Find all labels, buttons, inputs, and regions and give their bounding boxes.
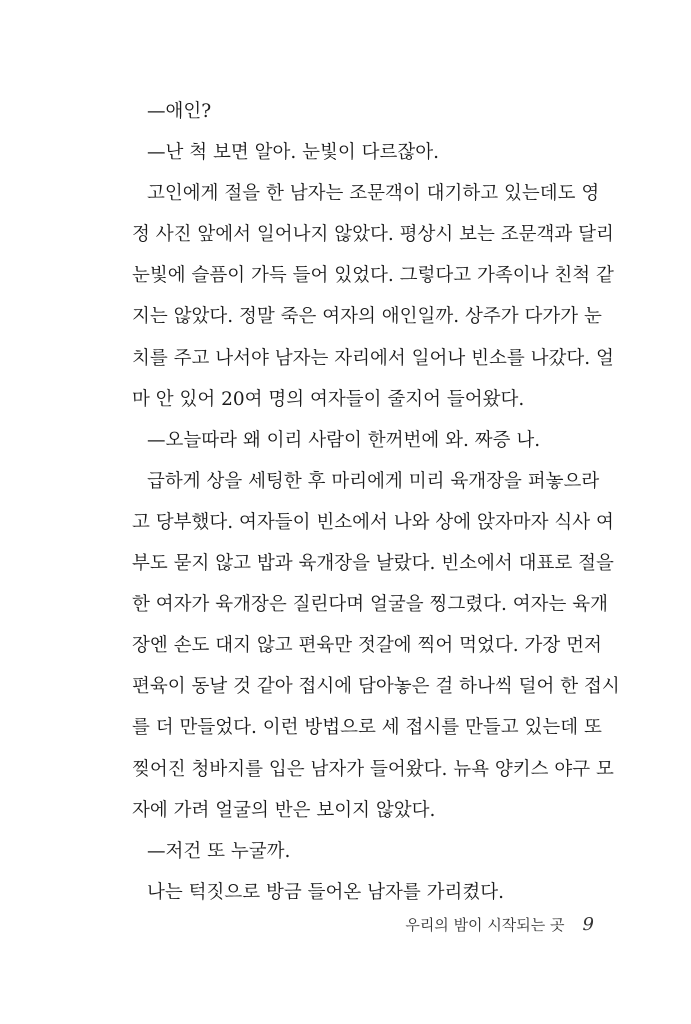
text-line: 장엔 손도 대지 않고 편육만 젓갈에 찍어 먹었다. 가장 먼저	[132, 635, 602, 657]
text-line: 치를 주고 나서야 남자는 자리에서 일어나 빈소를 나갔다. 얼	[132, 347, 614, 369]
running-title: 우리의 밤이 시작되는 곳	[405, 916, 565, 934]
page-number: 9	[582, 914, 594, 935]
body-text	[132, 91, 620, 913]
text-line: —오늘따라 왜 이리 사람이 한꺼번에 와. 짜증 나.	[147, 429, 541, 451]
text-line: 부도 묻지 않고 밥과 육개장을 날랐다. 빈소에서 대표로 절을	[132, 553, 614, 575]
text-line: 지는 않았다. 정말 죽은 여자의 애인일까. 상주가 다가가 눈	[132, 306, 602, 328]
text-line: 마 안 있어 20여 명의 여자들이 줄지어 들어왔다.	[132, 388, 525, 410]
text-line: 찢어진 청바지를 입은 남자가 들어왔다. 뉴욕 양키스 야구 모	[132, 758, 614, 780]
text-line: 편육이 동날 것 같아 접시에 담아놓은 걸 하나씩 덜어 한 접시	[132, 676, 620, 698]
text-line: 고인에게 절을 한 남자는 조문객이 대기하고 있는데도 영	[147, 183, 600, 205]
text-line: —난 척 보면 알아. 눈빛이 다르잖아.	[147, 142, 439, 164]
text-line: —저건 또 누굴까.	[147, 840, 291, 862]
text-line: 한 여자가 육개장은 질린다며 얼굴을 찡그렸다. 여자는 육개	[132, 594, 608, 616]
text-line: 자에 가려 얼굴의 반은 보이지 않았다.	[132, 799, 436, 821]
text-line: 정 사진 앞에서 일어나지 않았다. 평상시 보는 조문객과 달리	[132, 224, 614, 246]
text-line: 급하게 상을 세팅한 후 마리에게 미리 육개장을 퍼놓으라	[147, 470, 600, 492]
text-line: 고 당부했다. 여자들이 빈소에서 나와 상에 앉자마자 식사 여	[132, 511, 614, 533]
text-line: 나는 턱짓으로 방금 들어온 남자를 가리켰다.	[147, 881, 504, 903]
text-line: 눈빛에 슬픔이 가득 들어 있었다. 그렇다고 가족이나 친척 같	[132, 265, 614, 287]
page-footer	[405, 914, 594, 935]
text-line: 를 더 만들었다. 이런 방법으로 세 접시를 만들고 있는데 또	[132, 717, 602, 739]
text-line: —애인?	[147, 101, 212, 122]
